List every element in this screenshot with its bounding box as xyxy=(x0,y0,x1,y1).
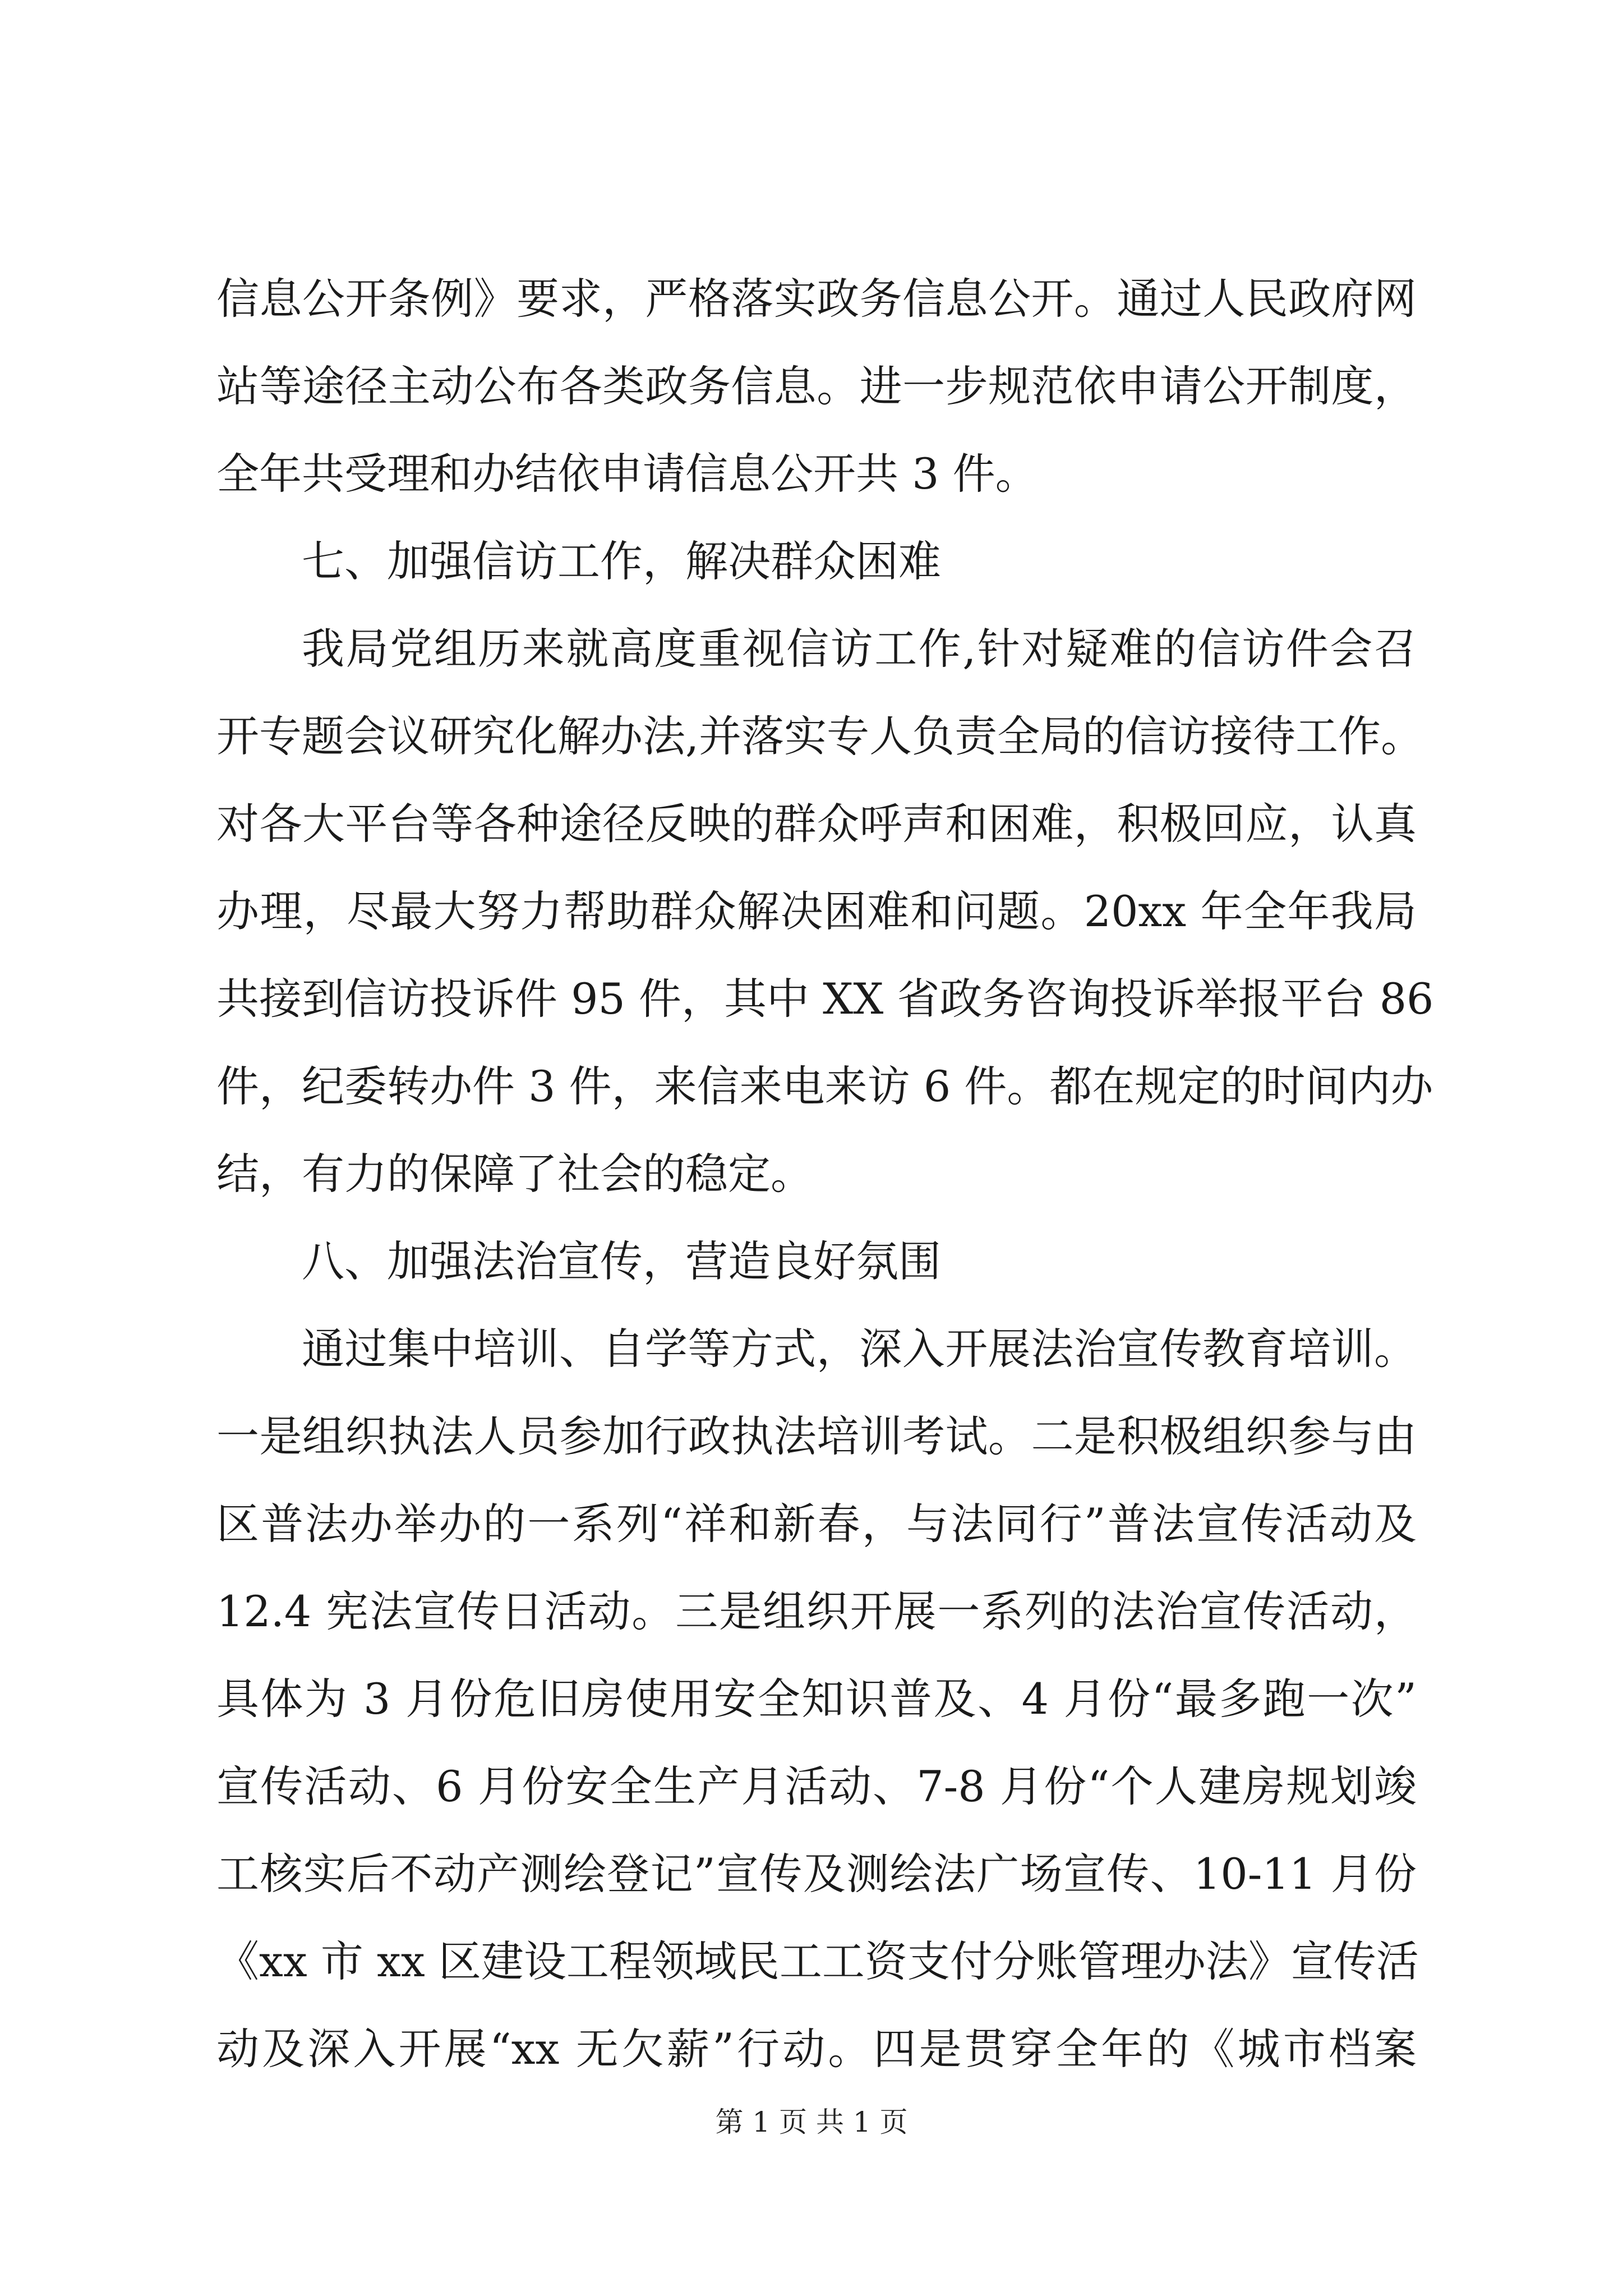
body-line: 通过集中培训、自学等方式，深入开展法治宣传教育培训。 xyxy=(302,1324,1417,1374)
body-line: 对各大平台等各种途径反映的群众呼声和困难，积极回应，认真 xyxy=(216,799,1417,849)
body-line: 12.4 宪法宣传日活动。三是组织开展一系列的法治宣传活动， xyxy=(216,1586,1417,1636)
body-line: 我局党组历来就高度重视信访工作,针对疑难的信访件会召 xyxy=(302,624,1417,674)
body-line: 件，纪委转办件 3 件，来信来电来访 6 件。都在规定的时间内办 xyxy=(216,1061,1433,1111)
section-heading-7: 七、加强信访工作，解决群众困难 xyxy=(302,536,941,586)
page-number-footer: 第 1 页 共 1 页 xyxy=(715,2106,908,2138)
section-heading-8: 八、加强法治宣传，营造良好氛围 xyxy=(302,1236,941,1286)
body-line: 《xx 市 xx 区建设工程领域民工工资支付分账管理办法》宣传活 xyxy=(216,1936,1419,1986)
body-line: 站等途径主动公布各类政务信息。进一步规范依申请公开制度， xyxy=(216,361,1417,411)
body-line: 宣传活动、6 月份安全生产月活动、7-8 月份“个人建房规划竣 xyxy=(216,1761,1417,1811)
body-line: 共接到信访投诉件 95 件，其中 XX 省政务咨询投诉举报平台 86 xyxy=(216,974,1434,1024)
body-line: 一是组织执法人员参加行政执法培训考试。二是积极组织参与由 xyxy=(216,1411,1417,1461)
body-line: 信息公开条例》要求，严格落实政务信息公开。通过人民政府网 xyxy=(216,274,1417,324)
body-line: 动及深入开展“xx 无欠薪”行动。四是贯穿全年的《城市档案 xyxy=(216,2024,1417,2074)
body-line: 区普法办举办的一系列“祥和新春，与法同行”普法宣传活动及 xyxy=(216,1499,1417,1549)
body-line: 开专题会议研究化解办法,并落实专人负责全局的信访接待工作。 xyxy=(216,711,1424,761)
body-line: 工核实后不动产测绘登记”宣传及测绘法广场宣传、10-11 月份 xyxy=(216,1849,1417,1899)
body-line: 办理，尽最大努力帮助群众解决困难和问题。20xx 年全年我局 xyxy=(216,886,1417,936)
document-body xyxy=(216,255,1434,2093)
body-line: 全年共受理和办结依申请信息公开共 3 件。 xyxy=(216,449,1038,499)
body-line: 结，有力的保障了社会的稳定。 xyxy=(216,1149,813,1199)
body-line: 具体为 3 月份危旧房使用安全知识普及、4 月份“最多跑一次” xyxy=(216,1674,1417,1724)
